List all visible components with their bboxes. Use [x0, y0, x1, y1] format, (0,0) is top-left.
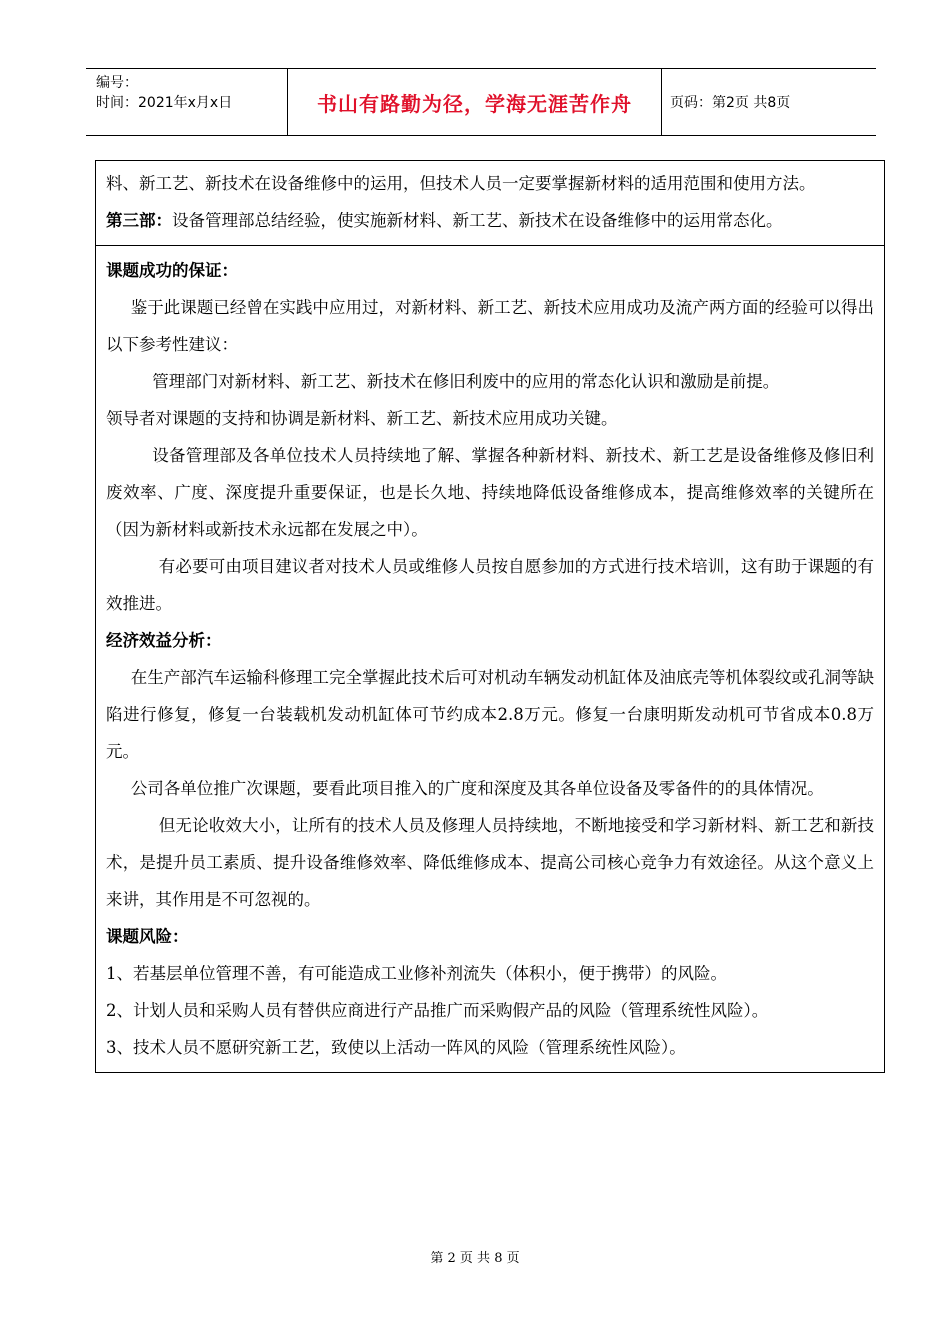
paragraph: 管理部门对新材料、新工艺、新技术在修旧利废中的应用的常态化认识和激励是前提。	[152, 372, 780, 391]
analysis-section	[96, 245, 884, 1072]
plan-section	[96, 160, 884, 245]
paragraph: 领导者对课题的支持和协调是新材料、新工艺、新技术应用成功关键。	[106, 409, 618, 428]
page-header	[86, 68, 876, 136]
risk-item: 3、技术人员不愿研究新工艺，致使以上活动一阵风的风险（管理系统性风险）。	[106, 1038, 686, 1057]
step-three-text: 设备管理部总结经验，使实施新材料、新工艺、新技术在设备维修中的运用常态化。	[172, 211, 783, 230]
risk-item: 1、若基层单位管理不善，有可能造成工业修补剂流失（体积小，便于携带）的风险。	[106, 964, 727, 983]
success-guarantee-heading: 课题成功的保证：	[106, 261, 238, 280]
risk-heading: 课题风险：	[106, 927, 189, 946]
plan-continuation: 料、新工艺、新技术在设备维修中的运用，但技术人员一定要掌握新材料的适用范围和使用方法。	[106, 174, 816, 193]
paragraph: 但无论收效大小，让所有的技术人员及修理人员持续地，不断地接受和学习新材料、新工艺和新技术，是提升员工素质、提升设备维修效率、降低维修成本、提高公司核心竞争力有效途径。从这个意义上来讲，其作用是不可忽视的。	[106, 816, 874, 909]
paragraph: 公司各单位推广次课题，要看此项目推入的广度和深度及其各单位设备及零备件的的具体情况。	[130, 779, 824, 798]
paragraph: 设备管理部及各单位技术人员持续地了解、掌握各种新材料、新技术、新工艺是设备维修及修旧利废效率、广度、深度提升重要保证，也是长久地、持续地降低设备维修成本，提高维修效率的关键所在（因为新材料或新技术永远都在发展之中）。	[106, 446, 874, 539]
time-label: 时间：2021年x月x日	[96, 95, 233, 111]
content-table	[95, 160, 885, 1073]
number-label: 编号：	[96, 75, 138, 91]
step-three	[106, 202, 874, 239]
page-footer: 第 2 页 共 8 页	[430, 1251, 520, 1266]
paragraph: 鉴于此课题已经曾在实践中应用过，对新材料、新工艺、新技术应用成功及流产两方面的经验可以得出以下参考性建议：	[106, 298, 874, 354]
paragraph: 在生产部汽车运输科修理工完全掌握此技术后可对机动车辆发动机缸体及油底壳等机体裂纹或孔洞等缺陷进行修复，修复一台装载机发动机缸体可节约成本2.8万元。修复一台康明斯发动机可节省成本0.8万元。	[106, 668, 874, 761]
header-meta	[86, 69, 287, 135]
header-motto: 书山有路勤为径，学海无涯苦作舟	[287, 69, 662, 135]
risk-item: 2、计划人员和采购人员有替供应商进行产品推广而采购假产品的风险（管理系统性风险）。	[106, 1001, 769, 1020]
paragraph: 有必要可由项目建议者对技术人员或维修人员按自愿参加的方式进行技术培训，这有助于课题的有效推进。	[106, 557, 874, 613]
header-page-info: 页码：第2页 共8页	[670, 95, 791, 111]
economic-benefit-heading: 经济效益分析：	[106, 631, 222, 650]
step-three-label: 第三部：	[106, 211, 172, 230]
